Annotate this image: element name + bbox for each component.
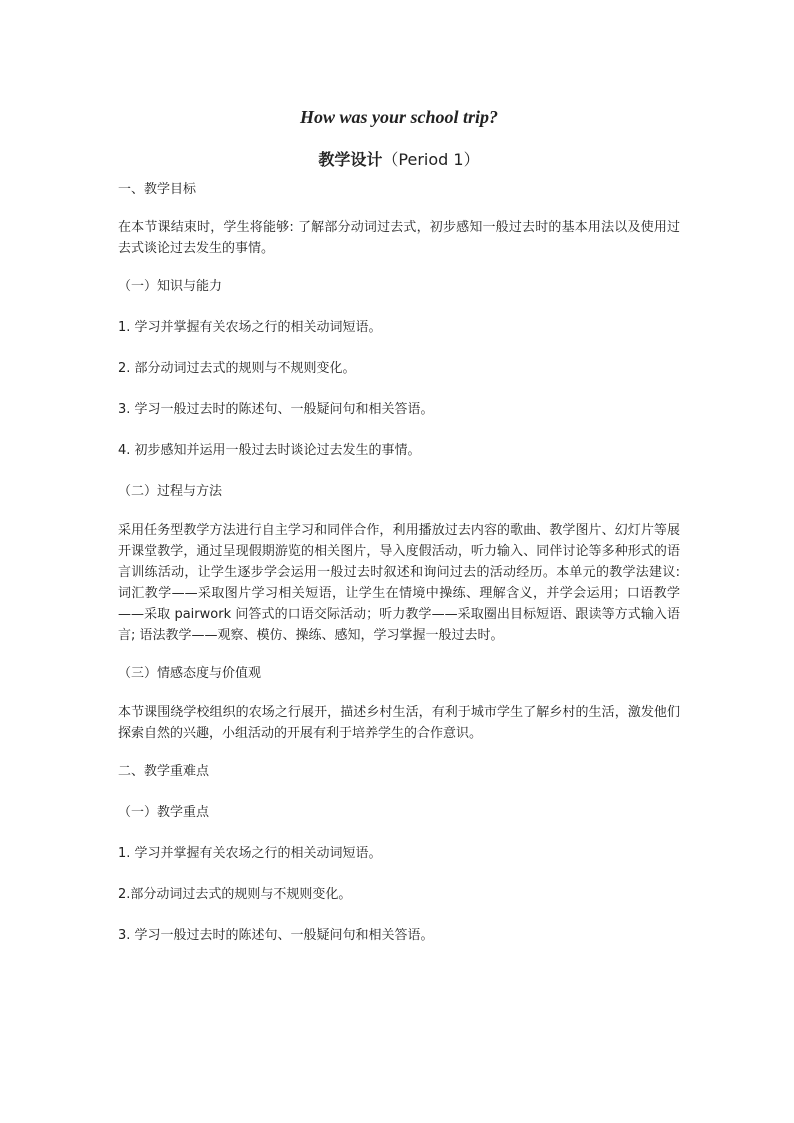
sub1-item: 4. 初步感知并运用一般过去时谈论过去发生的事情。 <box>118 443 421 458</box>
sub4-item: 1. 学习并掌握有关农场之行的相关动词短语。 <box>118 846 382 861</box>
sub4-item: 3. 学习一般过去时的陈述句、一般疑问句和相关答语。 <box>118 928 434 943</box>
section2-heading: 二、教学重难点 <box>118 764 210 779</box>
sub4-item: 2.部分动词过去式的规则与不规则变化。 <box>118 887 352 902</box>
sub4-heading: （一）教学重点 <box>118 805 210 820</box>
section1-heading: 一、教学目标 <box>118 182 197 197</box>
sub1-item: 3. 学习一般过去时的陈述句、一般疑问句和相关答语。 <box>118 402 434 417</box>
sub3-paragraph: 本节课围绕学校组织的农场之行展开，描述乡村生活，有利于城市学生了解乡村的生活，激发他们探索自然的兴趣，小组活动的开展有利于培养学生的合作意识。 <box>118 705 680 741</box>
sub1-item: 1. 学习并掌握有关农场之行的相关动词短语。 <box>118 320 382 335</box>
sub3-heading: （三）情感态度与价值观 <box>118 666 262 681</box>
intro-paragraph: 在本节课结束时，学生将能够: 了解部分动词过去式，初步感知一般过去时的基本用法以及使用过去式谈论过去发生的事情。 <box>118 220 680 256</box>
title-chinese-main: 教学设计 <box>318 150 383 169</box>
sub2-heading: （二）过程与方法 <box>118 484 223 499</box>
sub2-paragraph: 采用任务型教学方法进行自主学习和同伴合作，利用播放过去内容的歌曲、教学图片、幻灯片等展开课堂教学，通过呈现假期游览的相关图片，导入度假活动，听力输入、同伴讨论等多种形式的语言训练活动，让学生逐步学会运用一般过去时叙述和询问过去的活动经历。本单元的教学法建议: 词汇教学——采取图片学习相关短语，让学生在情境中操练、理解含义，并学会运用；口语教学——采取 pairwork 问答式的口语交际活动；听力教学——采取圈出目标短语、跟读等方式输入语言; 语法教学——观察、模仿、操练、感知，学习掌握一般过去时。 <box>118 523 680 643</box>
document-page <box>118 103 680 946</box>
sub1-item: 2. 部分动词过去式的规则与不规则变化。 <box>118 361 356 376</box>
title-english: How was your school trip? <box>299 107 499 127</box>
title-period: （Period 1） <box>382 150 480 169</box>
sub1-heading: （一）知识与能力 <box>118 279 223 294</box>
title-chinese <box>118 147 680 173</box>
